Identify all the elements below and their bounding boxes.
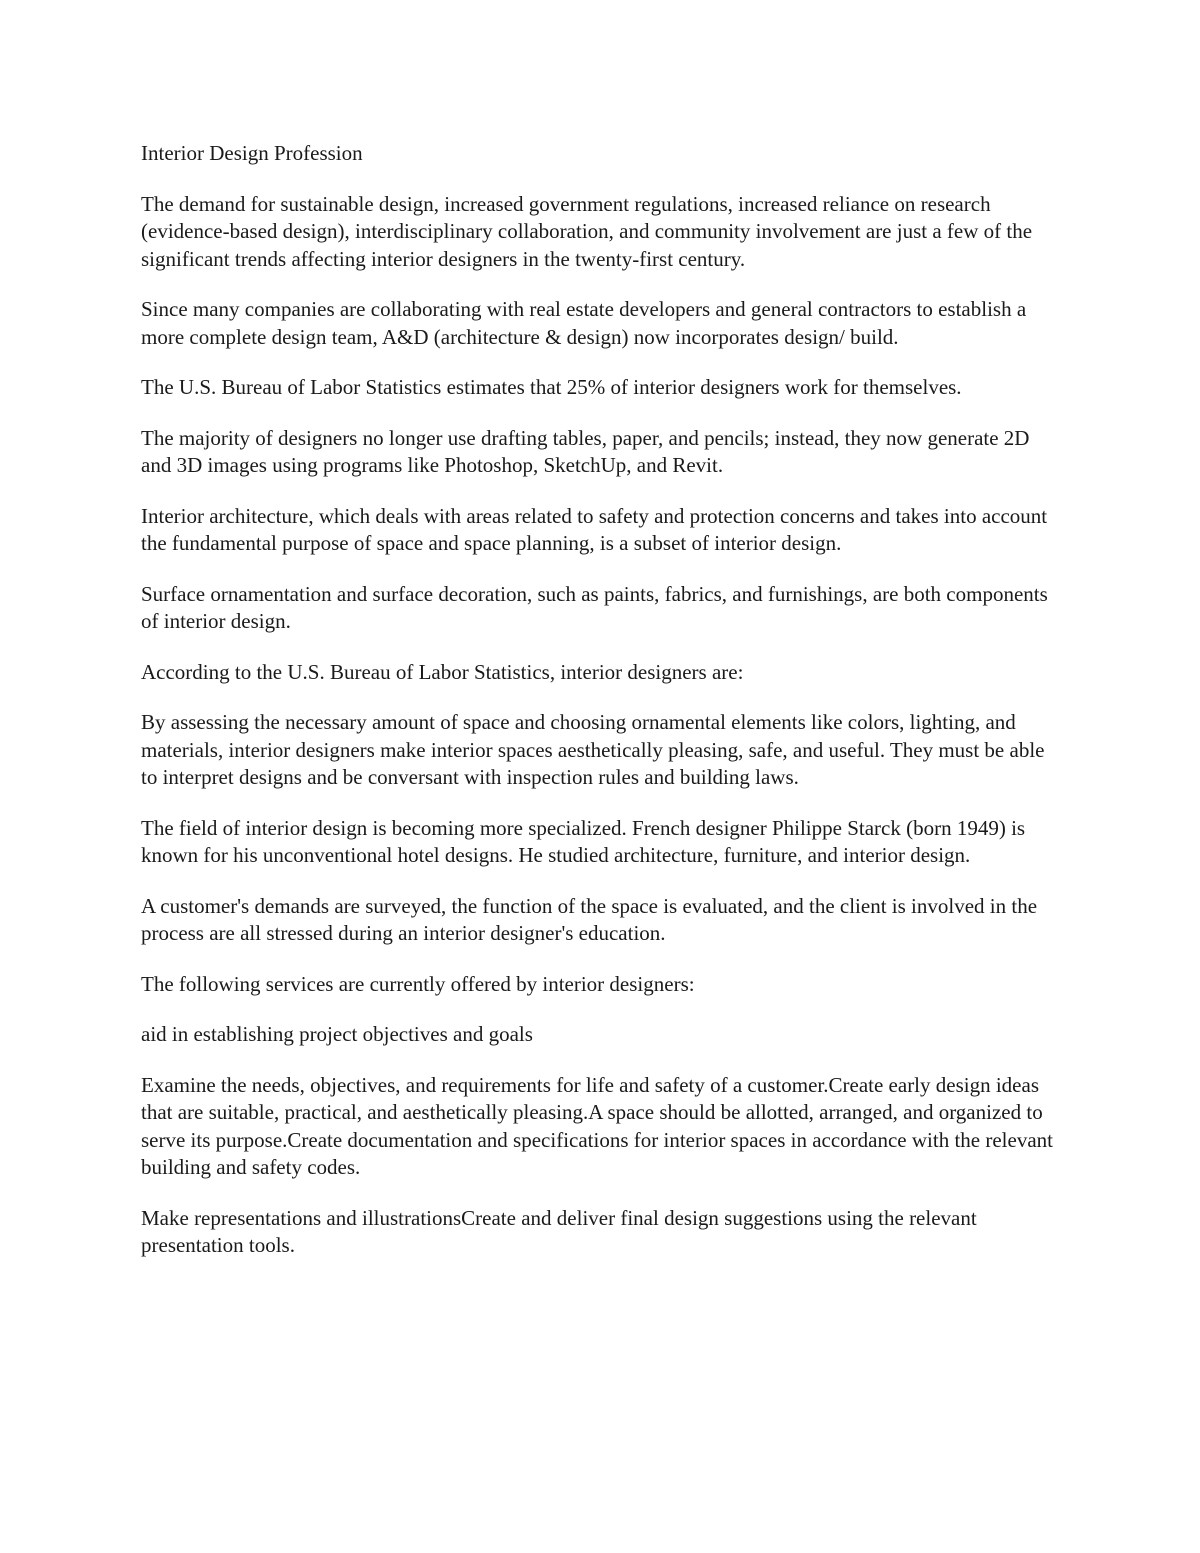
paragraph-interior-architecture: Interior architecture, which deals with areas related to safety and protection concerns and takes into account the fundamental purpose of space and space planning, is a subset of interior design. bbox=[141, 503, 1048, 555]
paragraph-specialization: The field of interior design is becoming more specialized. French designer Philippe Starck (born 1949) is known for his unconventional hotel designs. He studied architecture, furniture, and interior design. bbox=[141, 815, 1026, 867]
paragraph-bls-intro: According to the U.S. Bureau of Labor Statistics, interior designers are: bbox=[141, 659, 744, 684]
paragraph-service-goals: aid in establishing project objectives and goals bbox=[141, 1022, 533, 1046]
paragraph-service-needs: Examine the needs, objectives, and requirements for life and safety of a customer.Create early design ideas that are suitable, practical, and aesthetically pleasing.A space should be allotted, arranged, and organized to serve its purpose.Create documentation and specifications for interior spaces in accordance with the relevant building and safety codes. bbox=[141, 1072, 1053, 1179]
paragraph-trends: The demand for sustainable design, increased government regulations, increased reliance on research (evidence-based design), interdisciplinary collaboration, and community involvement are just a few of the significant trends affecting interior designers in the twenty-first century. bbox=[141, 191, 1033, 271]
paragraph-education: A customer's demands are surveyed, the function of the space is evaluated, and the client is involved in the process are all stressed during an interior designer's education. bbox=[141, 893, 1038, 945]
paragraph-services-intro: The following services are currently offered by interior designers: bbox=[141, 971, 695, 996]
document-body bbox=[141, 140, 1061, 1283]
paragraph-software: The majority of designers no longer use drafting tables, paper, and pencils; instead, they now generate 2D and 3D images using programs like Photoshop, SketchUp, and Revit. bbox=[141, 425, 1030, 477]
paragraph-self-employed: The U.S. Bureau of Labor Statistics estimates that 25% of interior designers work for themselves. bbox=[141, 375, 962, 399]
paragraph-bls-definition: By assessing the necessary amount of space and choosing ornamental elements like colors, lighting, and materials, interior designers make interior spaces aesthetically pleasing, safe, and useful. They must be able to interpret designs and be conversant with inspection rules and building laws. bbox=[141, 710, 1045, 789]
paragraph-design-build: Since many companies are collaborating with real estate developers and general contractors to establish a more complete design team, A&D (architecture & design) now incorporates design/ build. bbox=[141, 297, 1027, 349]
document-title: Interior Design Profession bbox=[141, 141, 363, 165]
paragraph-service-presentations: Make representations and illustrationsCreate and deliver final design suggestions using the relevant presentation tools. bbox=[141, 1205, 977, 1257]
paragraph-surface-decoration: Surface ornamentation and surface decoration, such as paints, fabrics, and furnishings, are both components of interior design. bbox=[141, 581, 1048, 633]
